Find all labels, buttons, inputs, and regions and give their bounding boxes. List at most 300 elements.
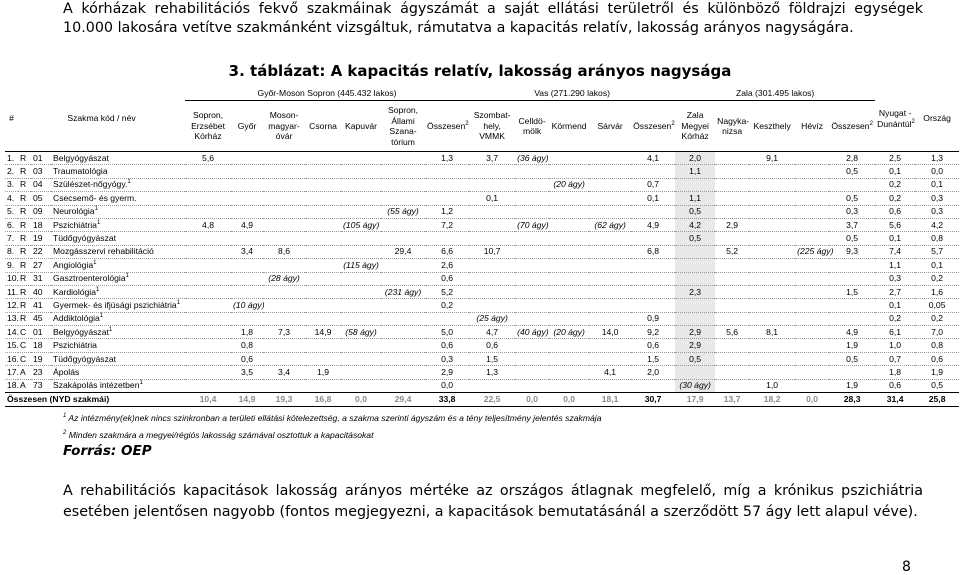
table-cell — [549, 379, 589, 392]
table-cell: (105 ágy) — [341, 218, 381, 231]
table-cell — [749, 299, 795, 312]
row-code: 27 — [31, 259, 51, 272]
table-cell: 6,6 — [425, 245, 469, 258]
table-cell — [341, 192, 381, 205]
table-cell: 0,5 — [829, 232, 875, 245]
table-cell — [631, 379, 675, 392]
table-cell — [515, 232, 549, 245]
table-cell — [305, 272, 341, 285]
table-cell — [231, 272, 263, 285]
table-cell: 1,1 — [875, 259, 915, 272]
table-cell — [749, 312, 795, 325]
table-cell — [381, 366, 425, 379]
table-cell — [305, 232, 341, 245]
table-cell — [795, 285, 829, 298]
table-cell — [715, 379, 749, 392]
table-cell: 4,7 — [469, 326, 515, 339]
table-cell: 10,7 — [469, 245, 515, 258]
table-cell: (28 ágy) — [263, 272, 305, 285]
table-cell — [185, 299, 231, 312]
table-cell: 4,9 — [631, 218, 675, 231]
table-cell: 0,2 — [875, 192, 915, 205]
table-cell — [381, 326, 425, 339]
table-cell: 0,8 — [231, 339, 263, 352]
row-number: 13. — [5, 312, 18, 325]
table-cell — [185, 178, 231, 191]
table-cell — [795, 299, 829, 312]
table-cell: 1,5 — [829, 285, 875, 298]
superscript-mark: 2 — [671, 120, 675, 127]
table-cell — [231, 192, 263, 205]
row-number: 14. — [5, 326, 18, 339]
table-cell: 2,8 — [829, 152, 875, 165]
table-cell: 7,2 — [425, 218, 469, 231]
table-cell: 0,5 — [829, 352, 875, 365]
table-row — [5, 245, 959, 258]
table-cell: 6,8 — [631, 245, 675, 258]
table-cell — [305, 165, 341, 178]
table-cell: (62 ágy) — [589, 218, 631, 231]
row-number: 4. — [5, 192, 18, 205]
row-type: R — [18, 245, 31, 258]
table-cell — [263, 299, 305, 312]
row-number: 18. — [5, 379, 18, 392]
table-cell: 14,9 — [305, 326, 341, 339]
table-cell: (225 ágy) — [795, 245, 829, 258]
total-cell: 33,8 — [425, 393, 469, 407]
table-cell — [305, 285, 341, 298]
table-row — [5, 218, 959, 231]
table-cell: 0,0 — [915, 165, 959, 178]
table-cell: 1,9 — [305, 366, 341, 379]
table-cell: 6,1 — [875, 326, 915, 339]
footnote-text: Minden szakmára a megyei/régiós lakosság számával osztottuk a kapacitásokat — [66, 430, 374, 440]
row-type: C — [18, 326, 31, 339]
superscript-mark: 1 — [93, 259, 97, 266]
table-cell — [589, 192, 631, 205]
table-cell — [795, 366, 829, 379]
table-cell — [263, 178, 305, 191]
row-code: 19 — [31, 232, 51, 245]
table-cell — [515, 285, 549, 298]
table-cell — [795, 218, 829, 231]
table-cell — [715, 285, 749, 298]
table-cell — [425, 192, 469, 205]
table-cell — [185, 245, 231, 258]
table-cell: 0,3 — [915, 192, 959, 205]
table-cell — [675, 245, 715, 258]
row-specialty-name: Pszichiátria — [51, 339, 185, 352]
closing-paragraph: A rehabilitációs kapacitások lakosság arányos mértéke az országos átlagnak megfelelő, míg a krónikus pszichiátria esetében jelentősen nagyobb (fontos megjegyezni, a kapacitások bemutatásánál a szerződött 57 ágy lett alapul véve). — [63, 483, 923, 520]
table-cell: 0,1 — [915, 259, 959, 272]
row-number: 1. — [5, 152, 18, 165]
table-cell: 9,1 — [749, 152, 795, 165]
table-cell: (20 ágy) — [549, 326, 589, 339]
table-cell — [675, 366, 715, 379]
row-code: 01 — [31, 152, 51, 165]
table-cell: 7,4 — [875, 245, 915, 258]
table-cell — [185, 352, 231, 365]
table-cell: 5,2 — [425, 285, 469, 298]
table-cell — [749, 272, 795, 285]
row-code: 04 — [31, 178, 51, 191]
table-cell: 1,8 — [231, 326, 263, 339]
row-number: 12. — [5, 299, 18, 312]
table-cell — [749, 245, 795, 258]
total-cell: 0,0 — [549, 393, 589, 407]
table-cell — [381, 299, 425, 312]
table-cell: 2,0 — [675, 152, 715, 165]
row-code: 19 — [31, 352, 51, 365]
table-cell: 0,2 — [875, 178, 915, 191]
table-cell — [589, 178, 631, 191]
footnote — [63, 430, 373, 440]
column-header: Csorna — [305, 101, 341, 152]
table-cell — [425, 165, 469, 178]
table-cell — [589, 205, 631, 218]
table-row — [5, 312, 959, 325]
table-cell — [381, 232, 425, 245]
table-cell — [305, 205, 341, 218]
table-cell — [715, 232, 749, 245]
table-row — [5, 379, 959, 392]
page-number: 8 — [902, 559, 911, 575]
table-cell: 0,6 — [425, 339, 469, 352]
table-row — [5, 178, 959, 191]
table-cell: 0,9 — [631, 312, 675, 325]
table-cell — [549, 339, 589, 352]
table-cell: 0,1 — [875, 232, 915, 245]
table-cell — [749, 178, 795, 191]
row-code: 22 — [31, 245, 51, 258]
total-cell: 25,8 — [915, 393, 959, 407]
row-specialty-name: Angiológia$^1$ — [51, 259, 185, 272]
table-cell — [589, 152, 631, 165]
table-cell: 5,7 — [915, 245, 959, 258]
row-specialty-name: Kardiológia$^1$ — [51, 285, 185, 298]
table-cell — [829, 366, 875, 379]
table-cell — [381, 312, 425, 325]
table-cell — [795, 192, 829, 205]
table-cell — [305, 152, 341, 165]
table-cell: 0,1 — [915, 178, 959, 191]
table-cell: 3,5 — [231, 366, 263, 379]
row-specialty-name: Traumatológia — [51, 165, 185, 178]
table-cell — [589, 352, 631, 365]
table-cell — [341, 152, 381, 165]
row-specialty-name: Tüdőgyógyászat — [51, 352, 185, 365]
table-cell — [715, 259, 749, 272]
table-cell — [263, 205, 305, 218]
table-cell: 0,7 — [875, 352, 915, 365]
table-cell — [715, 299, 749, 312]
table-cell: 0,5 — [675, 205, 715, 218]
table-cell — [549, 218, 589, 231]
table-cell: 0,3 — [915, 205, 959, 218]
row-specialty-name: Szülészet-nőgyógy.$^1$ — [51, 178, 185, 191]
table-cell — [631, 299, 675, 312]
table-cell — [589, 379, 631, 392]
superscript-mark: 1 — [96, 286, 100, 293]
table-cell — [631, 272, 675, 285]
table-cell — [263, 152, 305, 165]
table-cell: 0,6 — [915, 352, 959, 365]
table-cell — [341, 232, 381, 245]
row-specialty-name: Belgyógyászat$^1$ — [51, 326, 185, 339]
row-specialty-name: Gyermek- és ifjúsági pszichiátria$^1$ — [51, 299, 185, 312]
table-cell — [185, 312, 231, 325]
row-number: 9. — [5, 259, 18, 272]
table-cell — [263, 285, 305, 298]
footnote — [63, 413, 601, 423]
row-type: R — [18, 272, 31, 285]
table-cell — [795, 272, 829, 285]
column-header: Szombat-hely, VMMK — [469, 101, 515, 152]
table-cell: (231 ágy) — [381, 285, 425, 298]
table-cell: 0,5 — [675, 352, 715, 365]
row-code: 73 — [31, 379, 51, 392]
table-cell — [549, 285, 589, 298]
table-cell — [715, 192, 749, 205]
table-cell — [305, 379, 341, 392]
table-cell — [515, 205, 549, 218]
column-header: Nagyka-nizsa — [715, 101, 749, 152]
table-cell — [231, 285, 263, 298]
table-cell — [305, 218, 341, 231]
table-row — [5, 232, 959, 245]
table-cell: 1,5 — [631, 352, 675, 365]
column-header: Moson-magyar-óvár — [263, 101, 305, 152]
table-cell — [185, 366, 231, 379]
table-row — [5, 339, 959, 352]
table-cell — [515, 299, 549, 312]
table-cell — [631, 165, 675, 178]
superscript-mark: 1 — [125, 273, 129, 280]
row-type: R — [18, 165, 31, 178]
table-cell — [829, 312, 875, 325]
table-cell — [715, 339, 749, 352]
table-cell — [341, 312, 381, 325]
table-cell — [549, 272, 589, 285]
table-row — [5, 352, 959, 365]
row-code: 41 — [31, 299, 51, 312]
table-cell — [675, 272, 715, 285]
table-cell — [341, 366, 381, 379]
table-cell: 2,7 — [875, 285, 915, 298]
row-specialty-name: Gasztroenterológia$^1$ — [51, 272, 185, 285]
table-cell — [549, 352, 589, 365]
table-cell — [549, 366, 589, 379]
row-type: R — [18, 259, 31, 272]
table-cell — [631, 232, 675, 245]
row-number: 7. — [5, 232, 18, 245]
column-header: Sopron, Erzsébet Kórház — [185, 101, 231, 152]
superscript-mark: 1 — [139, 380, 143, 387]
table-cell — [749, 218, 795, 231]
table-cell: 0,5 — [829, 165, 875, 178]
table-cell — [425, 312, 469, 325]
table-cell: 2,5 — [875, 152, 915, 165]
total-cell: 18,2 — [749, 393, 795, 407]
table-cell — [515, 366, 549, 379]
total-cell: 28,3 — [829, 393, 875, 407]
table-row — [5, 299, 959, 312]
table-cell — [795, 165, 829, 178]
table-cell — [381, 339, 425, 352]
table-cell — [715, 312, 749, 325]
table-cell — [829, 299, 875, 312]
total-cell: 31,4 — [875, 393, 915, 407]
table-cell: 0,7 — [631, 178, 675, 191]
table-cell: 0,5 — [829, 192, 875, 205]
footnote-mark: 1 — [63, 413, 67, 420]
column-header: Hévíz — [795, 101, 829, 152]
county-group-header: Győr-Moson Sopron (445.432 lakos) — [185, 86, 469, 101]
total-cell: 30,7 — [631, 393, 675, 407]
table-row — [5, 152, 959, 165]
total-cell: 19,3 — [263, 393, 305, 407]
table-cell — [589, 232, 631, 245]
table-cell — [749, 205, 795, 218]
table-cell — [795, 339, 829, 352]
row-code: 45 — [31, 312, 51, 325]
table-cell: 0,6 — [631, 339, 675, 352]
table-cell — [589, 245, 631, 258]
table-cell: 5,2 — [715, 245, 749, 258]
table-cell — [381, 218, 425, 231]
table-cell: 2,3 — [675, 285, 715, 298]
table-cell: 0,1 — [631, 192, 675, 205]
row-type: C — [18, 352, 31, 365]
table-cell — [469, 379, 515, 392]
table-cell: 2,0 — [631, 366, 675, 379]
table-cell — [749, 366, 795, 379]
table-cell: 1,9 — [829, 379, 875, 392]
table-cell — [549, 205, 589, 218]
table-cell — [381, 272, 425, 285]
table-cell — [469, 299, 515, 312]
table-cell: 1,9 — [829, 339, 875, 352]
table-cell — [631, 285, 675, 298]
table-cell: 2,9 — [425, 366, 469, 379]
table-cell: 2,9 — [715, 218, 749, 231]
row-specialty-name: Tüdőgyógyászat — [51, 232, 185, 245]
table-cell — [549, 299, 589, 312]
table-cell: 0,5 — [915, 379, 959, 392]
county-group-header: Vas (271.290 lakos) — [469, 86, 675, 101]
total-cell: 18,1 — [589, 393, 631, 407]
table-cell — [231, 312, 263, 325]
table-cell — [749, 232, 795, 245]
table-cell — [549, 232, 589, 245]
table-cell — [715, 366, 749, 379]
column-header: Kapuvár — [341, 101, 381, 152]
table-cell — [715, 152, 749, 165]
table-cell — [675, 178, 715, 191]
table-cell — [749, 339, 795, 352]
table-cell — [425, 232, 469, 245]
superscript-mark: 1 — [176, 300, 181, 307]
table-cell — [515, 339, 549, 352]
table-cell: 3,4 — [231, 245, 263, 258]
total-cell: 0,0 — [795, 393, 829, 407]
table-cell: 0,1 — [875, 165, 915, 178]
table-cell: (25 ágy) — [469, 312, 515, 325]
table-cell — [381, 165, 425, 178]
table-cell — [469, 232, 515, 245]
table-cell: 1,0 — [749, 379, 795, 392]
table-cell: 0,3 — [829, 205, 875, 218]
row-type: R — [18, 299, 31, 312]
total-cell: 17,9 — [675, 393, 715, 407]
table-cell: 1,3 — [469, 366, 515, 379]
table-row — [5, 165, 959, 178]
table-cell: 0,6 — [469, 339, 515, 352]
table-cell — [549, 312, 589, 325]
table-cell — [469, 272, 515, 285]
table-cell — [469, 259, 515, 272]
table-cell: 0,2 — [425, 299, 469, 312]
row-number: 17. — [5, 366, 18, 379]
table-cell: 9,3 — [829, 245, 875, 258]
header-orszag: Ország — [915, 86, 959, 152]
table-cell: 1,3 — [915, 152, 959, 165]
row-number: 6. — [5, 218, 18, 231]
table-cell — [263, 259, 305, 272]
row-code: 40 — [31, 285, 51, 298]
table-cell: 3,7 — [469, 152, 515, 165]
row-code: 23 — [31, 366, 51, 379]
column-header: Celldö-mölk — [515, 101, 549, 152]
table-row — [5, 285, 959, 298]
table-cell: 4,9 — [231, 218, 263, 231]
table-cell — [515, 379, 549, 392]
table-row — [5, 272, 959, 285]
row-type: R — [18, 152, 31, 165]
table-cell — [425, 178, 469, 191]
table-cell: (55 ágy) — [381, 205, 425, 218]
table-cell: 1,3 — [425, 152, 469, 165]
capacity-table — [5, 86, 959, 407]
table-cell: 0,05 — [915, 299, 959, 312]
superscript-mark: 1 — [96, 219, 101, 226]
table-cell — [715, 178, 749, 191]
table-cell — [231, 152, 263, 165]
table-cell — [231, 232, 263, 245]
row-code: 09 — [31, 205, 51, 218]
row-type: R — [18, 218, 31, 231]
table-cell: 2,9 — [675, 339, 715, 352]
row-specialty-name: Belgyógyászat — [51, 152, 185, 165]
superscript-mark: 2 — [911, 118, 915, 125]
row-number: 15. — [5, 339, 18, 352]
table-cell — [381, 379, 425, 392]
header-szakma: Szakma kód / név — [18, 86, 185, 152]
column-header: Zala Megyei Kórház — [675, 101, 715, 152]
table-cell — [341, 285, 381, 298]
table-cell — [263, 165, 305, 178]
table-cell: (70 ágy) — [515, 218, 549, 231]
table-cell: 4,8 — [185, 218, 231, 231]
table-cell — [631, 205, 675, 218]
county-group-header: Zala (301.495 lakos) — [675, 86, 875, 101]
table-cell — [305, 339, 341, 352]
table-cell — [381, 192, 425, 205]
table-cell: 0,1 — [875, 299, 915, 312]
table-cell — [263, 232, 305, 245]
table-cell: 1,8 — [875, 366, 915, 379]
table-cell: (115 ágy) — [341, 259, 381, 272]
